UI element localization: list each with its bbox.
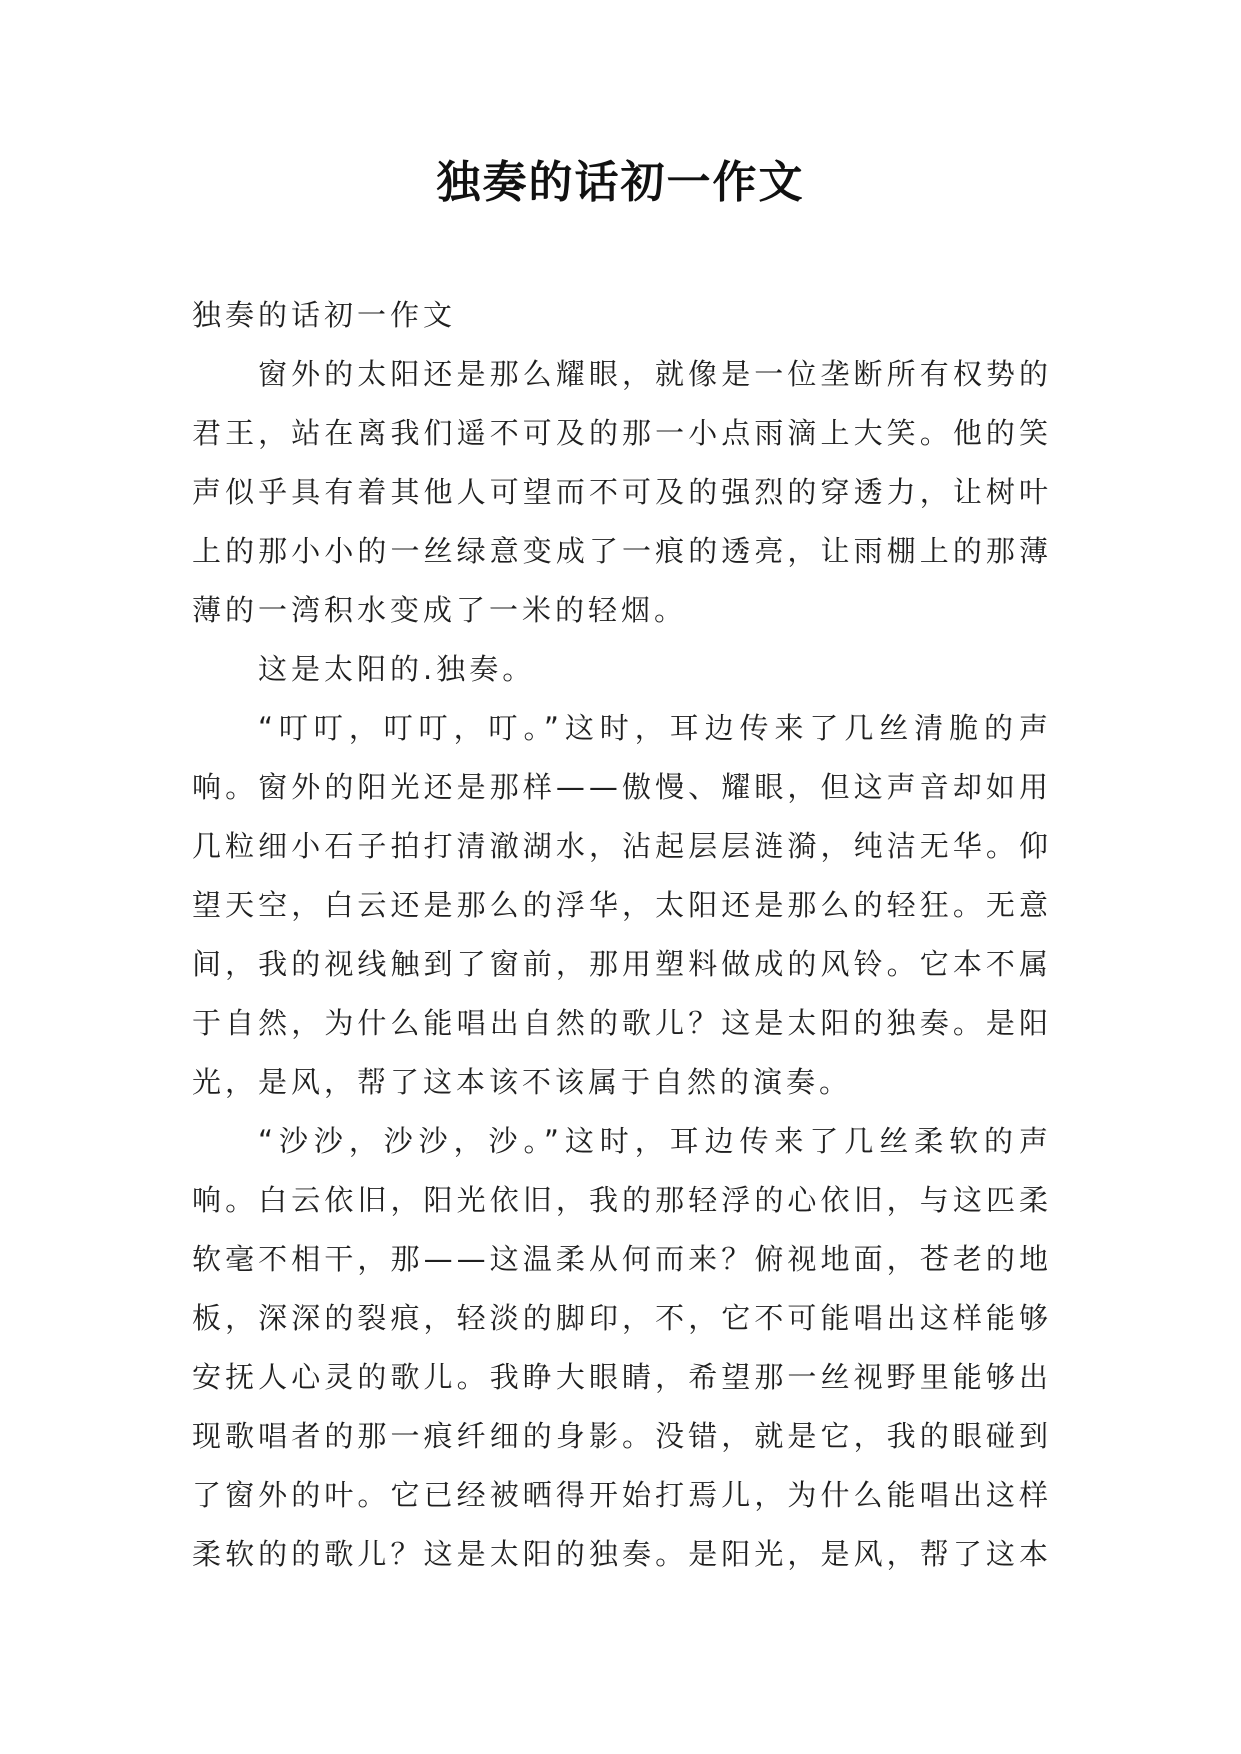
text-line: 声似乎具有着其他人可望而不可及的强烈的穿透力，让树叶 — [192, 475, 1052, 509]
document-title: 独奏的话初一作文 — [436, 157, 805, 208]
text-line: 窗外的太阳还是那么耀眼，就像是一位垄断所有权势的 — [258, 357, 1052, 391]
text-line: 间，我的视线触到了窗前，那用塑料做成的风铃。它本不属 — [192, 947, 1052, 981]
text-line: 现歌唱者的那一痕纤细的身影。没错，就是它，我的眼碰到 — [192, 1419, 1052, 1453]
text-line: 软毫不相干，那——这温柔从何而来？俯视地面，苍老的地 — [192, 1242, 1052, 1276]
text-line: 君王，站在离我们遥不可及的那一小点雨滴上大笑。他的笑 — [192, 416, 1052, 450]
document-body — [192, 286, 1052, 1584]
text-line: 这是太阳的.独奏。 — [258, 652, 536, 686]
text-line: 了窗外的叶。它已经被晒得开始打焉儿，为什么能唱出这样 — [192, 1478, 1052, 1512]
text-line: “叮叮，叮叮，叮。”这时，耳边传来了几丝清脆的声 — [258, 711, 1052, 745]
text-line: 板，深深的裂痕，轻淡的脚印，不，它不可能唱出这样能够 — [192, 1301, 1052, 1335]
text-line: 安抚人心灵的歌儿。我睁大眼睛，希望那一丝视野里能够出 — [192, 1360, 1052, 1394]
text-line: 响。白云依旧，阳光依旧，我的那轻浮的心依旧，与这匹柔 — [192, 1183, 1052, 1217]
text-line: 于自然，为什么能唱出自然的歌儿？这是太阳的独奏。是阳 — [192, 1006, 1052, 1040]
text-line: 柔软的的歌儿？这是太阳的独奏。是阳光，是风，帮了这本 — [192, 1537, 1052, 1571]
text-line: “沙沙，沙沙，沙。”这时，耳边传来了几丝柔软的声 — [258, 1124, 1052, 1158]
text-line: 几粒细小石子拍打清澈湖水，沾起层层涟漪，纯洁无华。仰 — [192, 829, 1052, 863]
text-line: 薄的一湾积水变成了一米的轻烟。 — [192, 593, 688, 627]
article-heading-line: 独奏的话初一作文 — [192, 298, 457, 332]
text-line: 响。窗外的阳光还是那样——傲慢、耀眼，但这声音却如用 — [192, 770, 1052, 804]
text-line: 上的那小小的一丝绿意变成了一痕的透亮，让雨棚上的那薄 — [192, 534, 1052, 568]
text-line: 望天空，白云还是那么的浮华，太阳还是那么的轻狂。无意 — [192, 888, 1052, 922]
text-line: 光，是风，帮了这本该不该属于自然的演奏。 — [192, 1065, 853, 1099]
